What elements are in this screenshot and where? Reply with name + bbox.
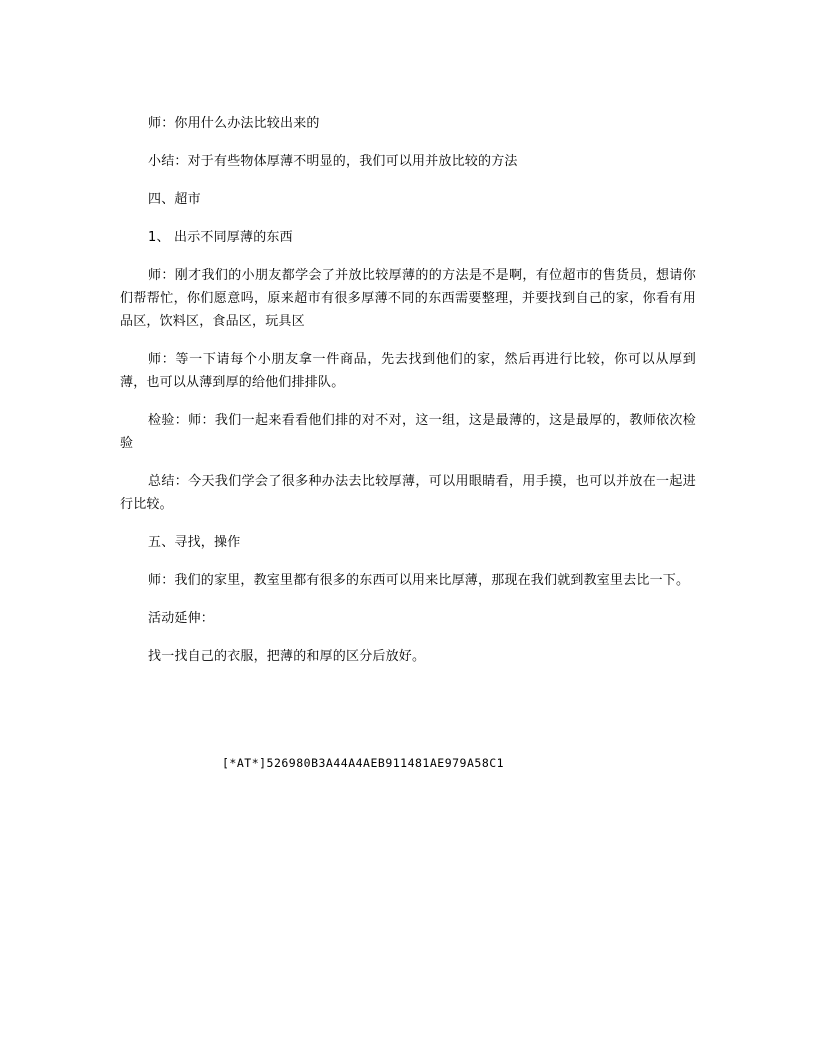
document-body <box>120 112 696 683</box>
section-heading-supermarket: 四、超市 <box>148 192 201 207</box>
paragraph-conclusion: 总结：今天我们学会了很多种办法去比较厚薄，可以用眼睛看，用手摸，也可以并放在一起进行比较。 <box>120 474 696 512</box>
section-heading-search: 五、寻找，操作 <box>148 535 241 550</box>
paragraph-teacher-home: 师：我们的家里，教室里都有很多的东西可以用来比厚薄，那现在我们就到教室里去比一下。 <box>148 573 690 588</box>
paragraph-teacher-supermarket: 师：刚才我们的小朋友都学会了并放比较厚薄的的方法是不是啊，有位超市的售货员，想请你们帮帮忙，你们愿意吗，原来超市有很多厚薄不同的东西需要整理，并要找到自己的家，你看有用品区，饮料区，食品区，玩具区 <box>120 268 696 329</box>
paragraph-extension-label: 活动延伸： <box>148 611 215 626</box>
paragraph-extension-task: 找一找自己的衣服，把薄的和厚的区分后放好。 <box>148 649 426 664</box>
paragraph-check: 检验：师：我们一起来看看他们排的对不对，这一组，这是最薄的，这是最厚的，教师依次检验 <box>120 413 696 451</box>
paragraph-summary: 小结：对于有些物体厚薄不明显的，我们可以用并放比较的方法 <box>148 154 518 169</box>
paragraph-teacher-instructions: 师：等一下请每个小朋友拿一件商品，先去找到他们的家，然后再进行比较，你可以从厚到薄，也可以从薄到厚的给他们排排队。 <box>120 352 696 390</box>
paragraph-teacher-question: 师：你用什么办法比较出来的 <box>148 116 320 131</box>
list-item-show-items: 1、 出示不同厚薄的东西 <box>148 230 293 245</box>
footer-code: [*AT*]526980B3A44A4AEB911481AE979A58C1 <box>222 756 505 770</box>
